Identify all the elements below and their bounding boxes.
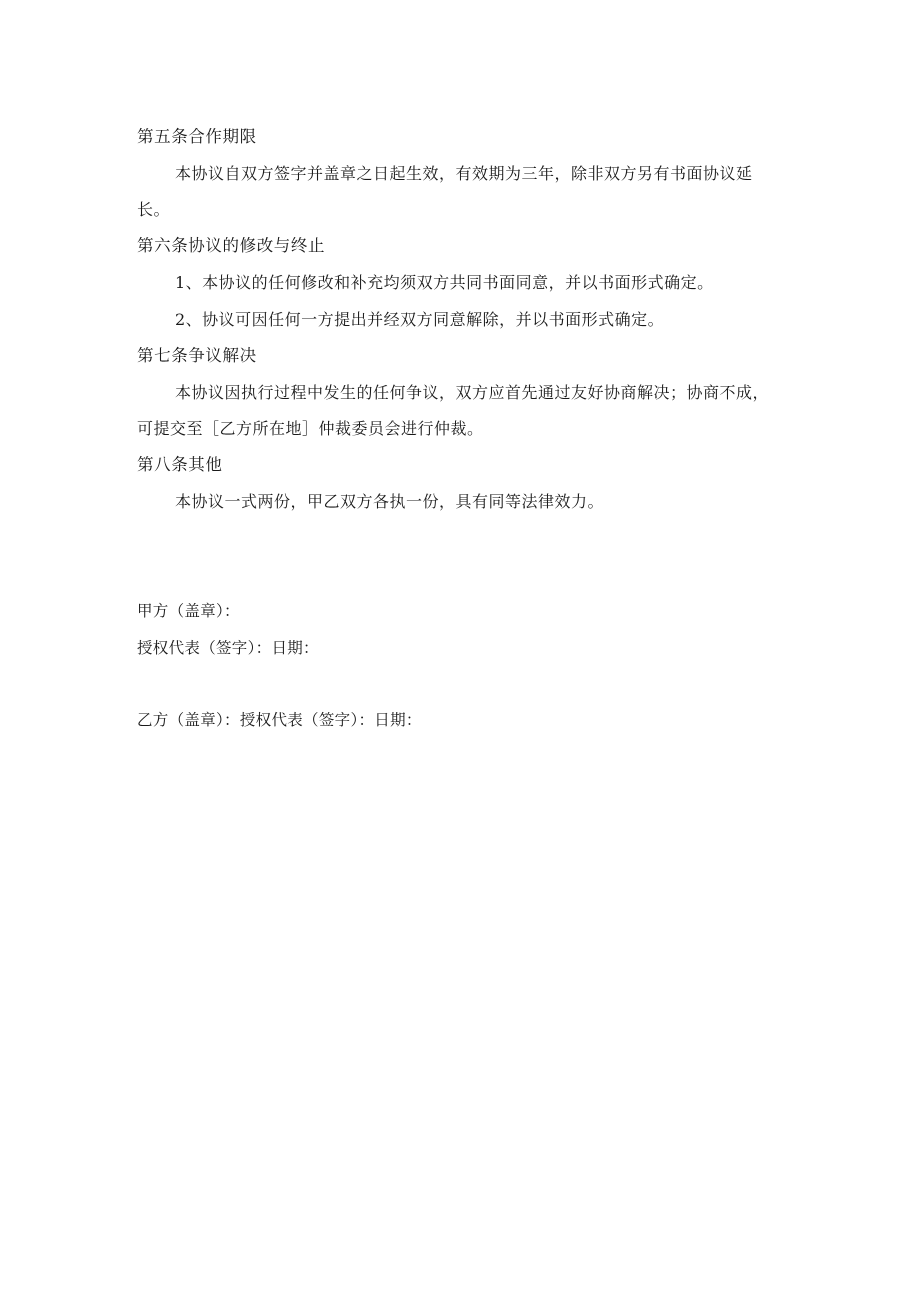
article-6-item-2: 2、协议可因任何一方提出并经双方同意解除，并以书面形式确定。 xyxy=(175,310,665,329)
article-8-heading: 第八条其他 xyxy=(137,455,223,474)
party-a-representative-line: 授权代表（签字）：日期： xyxy=(137,639,319,657)
article-5-paragraph-line-1: 本协议自双方签字并盖章之日起生效，有效期为三年，除非双方另有书面协议延 xyxy=(175,164,753,183)
article-7-paragraph-line-1: 本协议因执行过程中发生的任何争议，双方应首先通过友好协商解决；协商不成， xyxy=(175,383,770,402)
article-6-heading: 第六条协议的修改与终止 xyxy=(137,236,326,255)
article-7-paragraph-line-2: 可提交至［乙方所在地］仲裁委员会进行仲裁。 xyxy=(137,419,484,438)
article-5-heading: 第五条合作期限 xyxy=(137,127,257,146)
article-8-paragraph: 本协议一式两份，甲乙双方各执一份，具有同等法律效力。 xyxy=(175,492,605,511)
party-a-seal-line: 甲方（盖章）： xyxy=(137,602,240,620)
article-7-heading: 第七条争议解决 xyxy=(137,346,257,365)
party-b-signature-line: 乙方（盖章）：授权代表（签字）：日期： xyxy=(137,711,422,729)
article-5-paragraph-line-2: 长。 xyxy=(137,200,171,219)
article-6-item-1: 1、本协议的任何修改和补充均须双方共同书面同意，并以书面形式确定。 xyxy=(175,273,714,292)
